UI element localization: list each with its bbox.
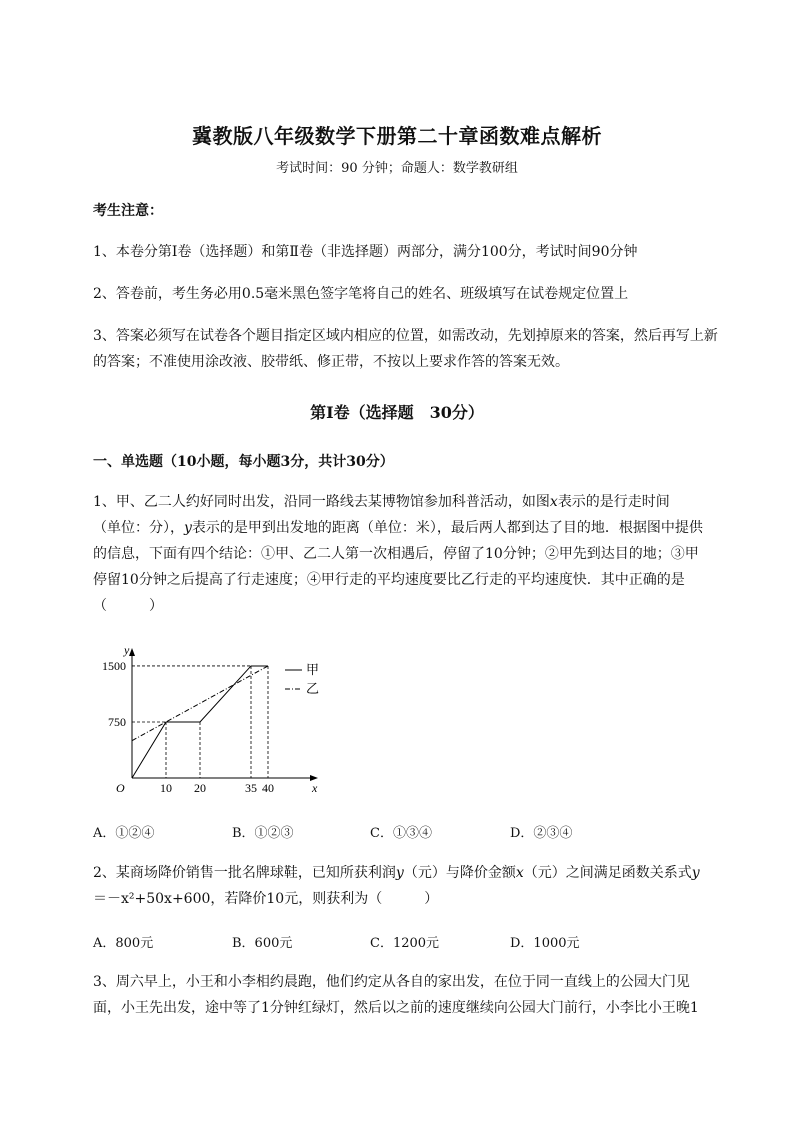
q1-option-d[interactable]: D．②③④: [510, 826, 573, 841]
q1-line-1: [93, 491, 670, 513]
q2-var-y: y: [395, 865, 404, 881]
y-axis-label: y: [124, 643, 130, 657]
q1-option-c[interactable]: C．①③④: [370, 826, 432, 841]
q1-line-2: [93, 517, 703, 539]
q1-line-5: （ ）: [93, 598, 163, 614]
x-tick-label: 20: [194, 781, 206, 795]
q2-option-a[interactable]: A．800元: [93, 936, 154, 951]
origin-label: O: [116, 781, 125, 795]
q1-text: 1、甲、乙二人约好同时出发，沿同一路线去某博物馆参加科普活动，如图: [93, 494, 550, 510]
q2-var-x: x: [515, 865, 524, 881]
q1-text: 表示的是甲到出发地的距离（单位：米），最后两人都到达了目的地．根据图中提供: [191, 520, 703, 536]
exam-info: 考试时间：90 分钟；命题人：数学教研组: [276, 161, 518, 176]
notice-item-1: 1、本卷分第I卷（选择题）和第Ⅱ卷（非选择题）两部分，满分100分，考试时间90分钟: [93, 244, 638, 260]
q2-var-y: y: [691, 865, 700, 881]
q1-line-4: 停留10分钟之后提高了行走速度；④甲行走的平均速度要比乙行走的平均速度快．其中正确的是: [93, 572, 685, 588]
q1-text: 表示的是行走时间: [557, 494, 670, 510]
q2-line-2: ＝－x²+50x+600，若降价10元，则获利为（ ）: [93, 891, 439, 907]
x-tick-label: 35: [245, 781, 257, 795]
q1-var-y: y: [184, 520, 192, 536]
document-title: 冀教版八年级数学下册第二十章函数难点解析: [192, 124, 602, 148]
q2-option-d[interactable]: D．1000元: [510, 936, 580, 951]
y-axis-arrow: [129, 648, 135, 656]
y-tick-label: 750: [108, 714, 126, 729]
notice-item-3-line-2: 的答案；不准使用涂改液、胶带纸、修正带，不按以上要求作答的答案无效。: [93, 354, 569, 370]
q3-line-2: 面，小王先出发，途中等了1分钟红绿灯，然后以之前的速度继续向公园大门前行，小李比小王晚1: [93, 1000, 699, 1016]
q2-line-1: [93, 862, 700, 884]
q1-line-3: 的信息，下面有四个结论：①甲、乙二人第一次相遇后，停留了10分钟；②甲先到达目的地；③甲: [93, 546, 699, 562]
y-tick-label: 1500: [102, 658, 126, 673]
notice-heading: 考生注意：: [93, 203, 163, 219]
q1-var-x: x: [549, 494, 558, 510]
legend-label-yi: 乙: [306, 681, 320, 696]
q1-option-b[interactable]: B．①②③: [232, 826, 294, 841]
distance-time-chart: [90, 640, 350, 805]
q1-option-a[interactable]: A．①②④: [93, 826, 155, 841]
notice-item-2: 2、答卷前，考生务必用0.5毫米黑色签字笔将自己的姓名、班级填写在试卷规定位置上: [93, 286, 629, 302]
legend-label-jia: 甲: [306, 662, 320, 677]
x-tick-label: 10: [160, 781, 172, 795]
q2-text: 2、某商场降价销售一批名牌球鞋，已知所获利润: [93, 865, 396, 881]
section-title: 第I卷（选择题 30分）: [310, 403, 484, 422]
q2-option-c[interactable]: C．1200元: [370, 936, 440, 951]
part-heading: 一、单选题（10小题，每小题3分，共计30分）: [93, 454, 394, 470]
q2-option-b[interactable]: B．600元: [232, 936, 293, 951]
q2-text: （元）与降价金额: [403, 865, 516, 881]
q3-line-1: 3、周六早上，小王和小李相约晨跑，他们约定从各自的家出发，在位于同一直线上的公园大门见: [93, 974, 690, 990]
x-tick-label: 40: [262, 781, 274, 795]
x-axis-label: x: [312, 781, 318, 795]
notice-item-3-line-1: 3、答案必须写在试卷各个题目指定区域内相应的位置，如需改动，先划掉原来的答案，然后再写上新: [93, 328, 718, 344]
q2-text: （元）之间满足函数关系式: [523, 865, 692, 881]
q1-text: （单位：分），: [93, 520, 184, 536]
